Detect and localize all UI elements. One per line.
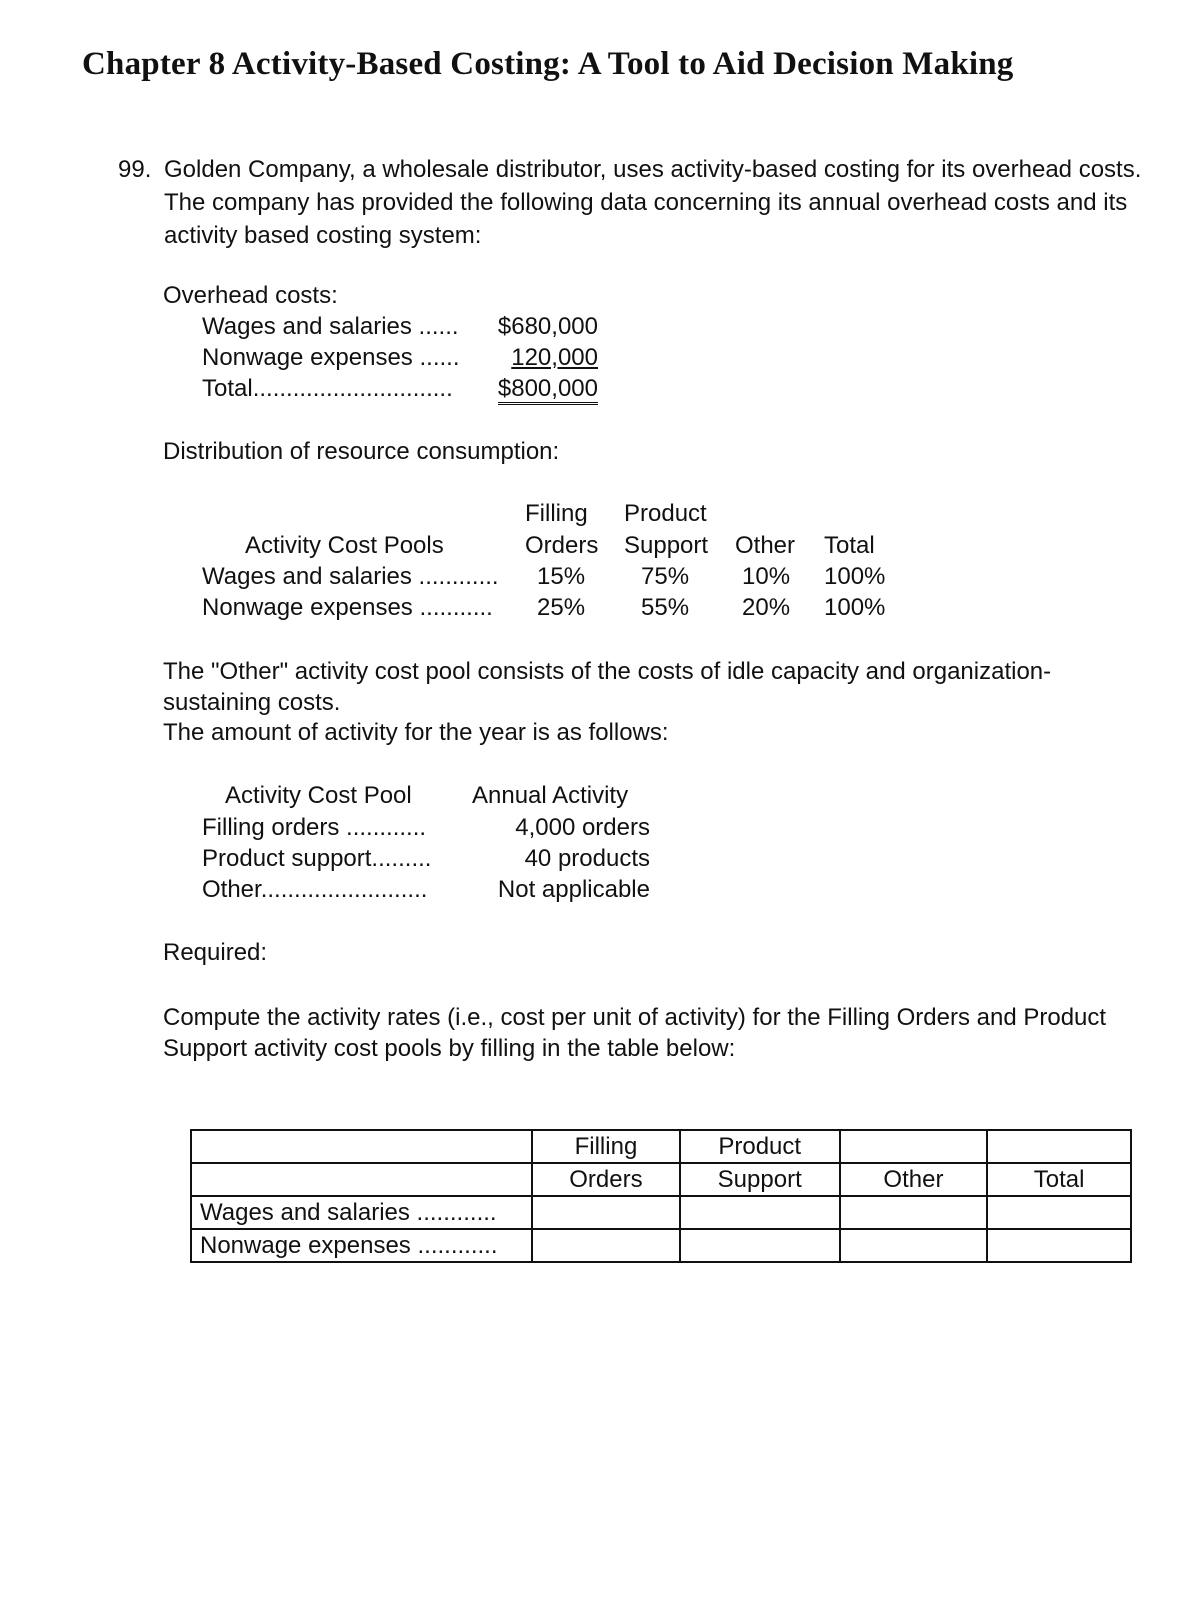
overhead-label-nonwage: Nonwage expenses ......: [202, 344, 460, 371]
answer-header-product: Product: [680, 1130, 840, 1163]
dist-header-filling: Filling: [525, 500, 588, 527]
answer-input-cell[interactable]: [987, 1196, 1131, 1229]
dist-header-other: Other: [735, 532, 796, 559]
question-text: Golden Company, a wholesale distributor, uses activity-based costing for its overhead costs. The company has provided the following data concerning its annual overhead costs and its activity based costing system:: [164, 156, 1142, 249]
activity-header-pool: Activity Cost Pool: [225, 782, 412, 809]
dist-row-wages-product: 75%: [641, 563, 690, 590]
answer-cell-blank: [987, 1130, 1131, 1163]
dist-row-wages-label: Wages and salaries ............: [202, 563, 499, 590]
answer-input-cell[interactable]: [680, 1229, 840, 1262]
answer-input-cell[interactable]: [532, 1229, 680, 1262]
dist-row-nonwage-product: 55%: [641, 594, 690, 621]
activity-row-other-value: Not applicable: [497, 876, 650, 903]
answer-header-row: [191, 1163, 1131, 1196]
answer-header-other: Other: [840, 1163, 988, 1196]
page-title: Chapter 8 Activity-Based Costing: A Tool to Aid Decision Making: [82, 46, 1014, 82]
dist-header-orders: Orders: [525, 532, 599, 559]
answer-input-cell[interactable]: [987, 1229, 1131, 1262]
dist-header-pools: Activity Cost Pools: [245, 532, 444, 559]
answer-cell-blank: [191, 1163, 532, 1196]
dist-header-total: Total: [824, 532, 875, 559]
overhead-value-total: $800,000: [498, 375, 598, 405]
dist-row-wages-filling: 15%: [537, 563, 586, 590]
dist-header-support: Support: [624, 532, 709, 559]
overhead-value-nonwage: 120,000: [511, 344, 598, 371]
dist-header-product: Product: [624, 500, 707, 527]
overhead-label-total: Total..............................: [202, 375, 453, 402]
answer-cell-blank: [840, 1130, 988, 1163]
dist-row-nonwage-other: 20%: [742, 594, 791, 621]
answer-header-support: Support: [680, 1163, 840, 1196]
distribution-heading: Distribution of resource consumption:: [163, 438, 560, 465]
dist-row-nonwage-total: 100%: [824, 594, 886, 621]
answer-header-filling: Filling: [532, 1130, 680, 1163]
answer-input-cell[interactable]: [532, 1196, 680, 1229]
note-activity-amount: The amount of activity for the year is as follows:: [163, 719, 669, 746]
activity-row-product-value: 40 products: [524, 845, 650, 872]
answer-input-cell[interactable]: [680, 1196, 840, 1229]
dist-row-nonwage-label: Nonwage expenses ...........: [202, 594, 493, 621]
note-other-pool: The "Other" activity cost pool consists of the costs of idle capacity and organization-sustaining costs.: [163, 658, 1052, 716]
answer-header-row-top: [191, 1130, 1131, 1163]
activity-header-annual: Annual Activity: [472, 782, 629, 809]
answer-table: [190, 1129, 1132, 1263]
overhead-value-wages: $680,000: [497, 313, 598, 340]
table-row: [191, 1229, 1131, 1262]
answer-cell-blank: [191, 1130, 532, 1163]
dist-row-nonwage-filling: 25%: [537, 594, 586, 621]
dist-row-wages-total: 100%: [824, 563, 886, 590]
overhead-heading: Overhead costs:: [163, 282, 338, 309]
answer-row-label-wages: Wages and salaries ............: [191, 1196, 532, 1229]
answer-input-cell[interactable]: [840, 1229, 988, 1262]
answer-header-total: Total: [987, 1163, 1131, 1196]
answer-input-cell[interactable]: [840, 1196, 988, 1229]
dist-row-wages-other: 10%: [742, 563, 791, 590]
required-label: Required:: [163, 939, 268, 966]
activity-row-filling-value: 4,000 orders: [515, 814, 650, 841]
activity-row-product-label: Product support.........: [202, 845, 432, 872]
question-number: 99.: [118, 156, 152, 183]
instruction-text: Compute the activity rates (i.e., cost per unit of activity) for the Filling Orders and Product Support activity cost pools by filling in the table below:: [163, 1004, 1107, 1062]
activity-row-other-label: Other.........................: [202, 876, 428, 903]
table-row: [191, 1196, 1131, 1229]
overhead-label-wages: Wages and salaries ......: [202, 313, 459, 340]
answer-row-label-nonwage: Nonwage expenses ............: [191, 1229, 532, 1262]
activity-row-filling-label: Filling orders ............: [202, 814, 427, 841]
answer-header-orders: Orders: [532, 1163, 680, 1196]
